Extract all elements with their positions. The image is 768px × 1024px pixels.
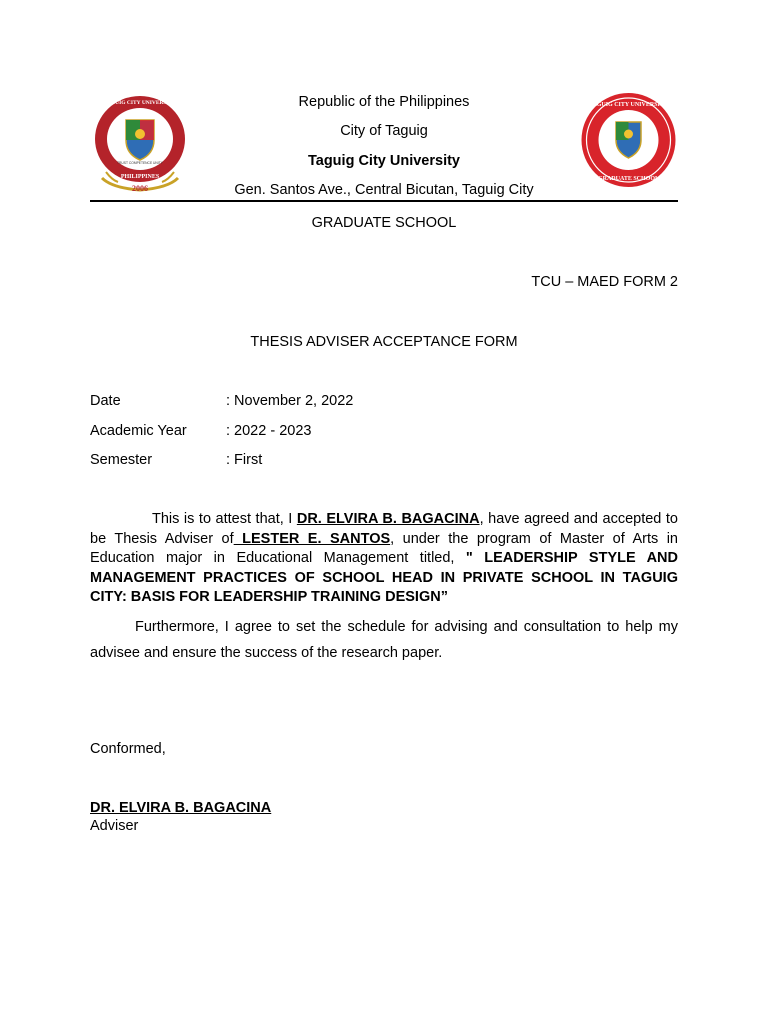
header-divider bbox=[90, 200, 678, 202]
header-city: City of Taguig bbox=[340, 123, 428, 139]
agreement-paragraph: Furthermore, I agree to set the schedule for advising and consultation to help my advisee and ensure the success of the research paper. bbox=[90, 619, 678, 661]
thesis-title: " LEADERSHIP STYLE AND MANAGEMENT PRACTICES OF SCHOOL HEAD IN PRIVATE SCHOOL IN TAGUIG CITY: BASIS FOR LEADERSHIP TRAINING DESIGN” bbox=[90, 550, 678, 605]
seal-ring-text: TAGUIG CITY UNIVERSITY bbox=[588, 102, 669, 108]
form-code: TCU – MAED FORM 2 bbox=[531, 274, 678, 290]
seal-bottom-text: PHILIPPINES bbox=[120, 174, 160, 180]
header-university: Taguig City University bbox=[307, 153, 460, 169]
seal-motto: TRUST COMPETENCE UNITY bbox=[117, 161, 163, 165]
field-semester-label: Semester bbox=[90, 452, 153, 468]
signatory-name: DR. ELVIRA B. BAGACINA bbox=[90, 800, 272, 816]
header-address: Gen. Santos Ave., Central Bicutan, Taguig City bbox=[234, 182, 534, 198]
header-republic: Republic of the Philippines bbox=[298, 94, 470, 110]
student-name: LESTER E. SANTOS bbox=[233, 530, 391, 547]
field-date-value: : November 2, 2022 bbox=[226, 393, 354, 409]
attestation-program: , under the program of Master of Arts in Education major in Educational Management titled, bbox=[90, 530, 678, 566]
field-semester-value: : First bbox=[226, 452, 263, 468]
field-academic-year-value: : 2022 - 2023 bbox=[226, 423, 312, 439]
adviser-name: DR. ELVIRA B. BAGACINA bbox=[296, 511, 480, 527]
header-school: GRADUATE SCHOOL bbox=[311, 215, 457, 231]
field-date-label: Date bbox=[90, 393, 121, 409]
seal-ring-text: TAGUIG CITY UNIVERSITY bbox=[103, 100, 177, 106]
attestation-mid: , have agreed and accepted to be Thesis Adviser of bbox=[90, 511, 678, 547]
conformed-label: Conformed, bbox=[90, 741, 166, 757]
field-academic-year-label: Academic Year bbox=[90, 423, 187, 439]
attestation-paragraph bbox=[90, 510, 678, 608]
seal-bottom-text: GRADUATE SCHOOL bbox=[597, 176, 660, 182]
seal-year: 2006 bbox=[132, 184, 148, 193]
attestation-intro: This is to attest that, I bbox=[152, 511, 297, 527]
signatory-role: Adviser bbox=[90, 818, 139, 834]
form-title: THESIS ADVISER ACCEPTANCE FORM bbox=[250, 334, 518, 350]
